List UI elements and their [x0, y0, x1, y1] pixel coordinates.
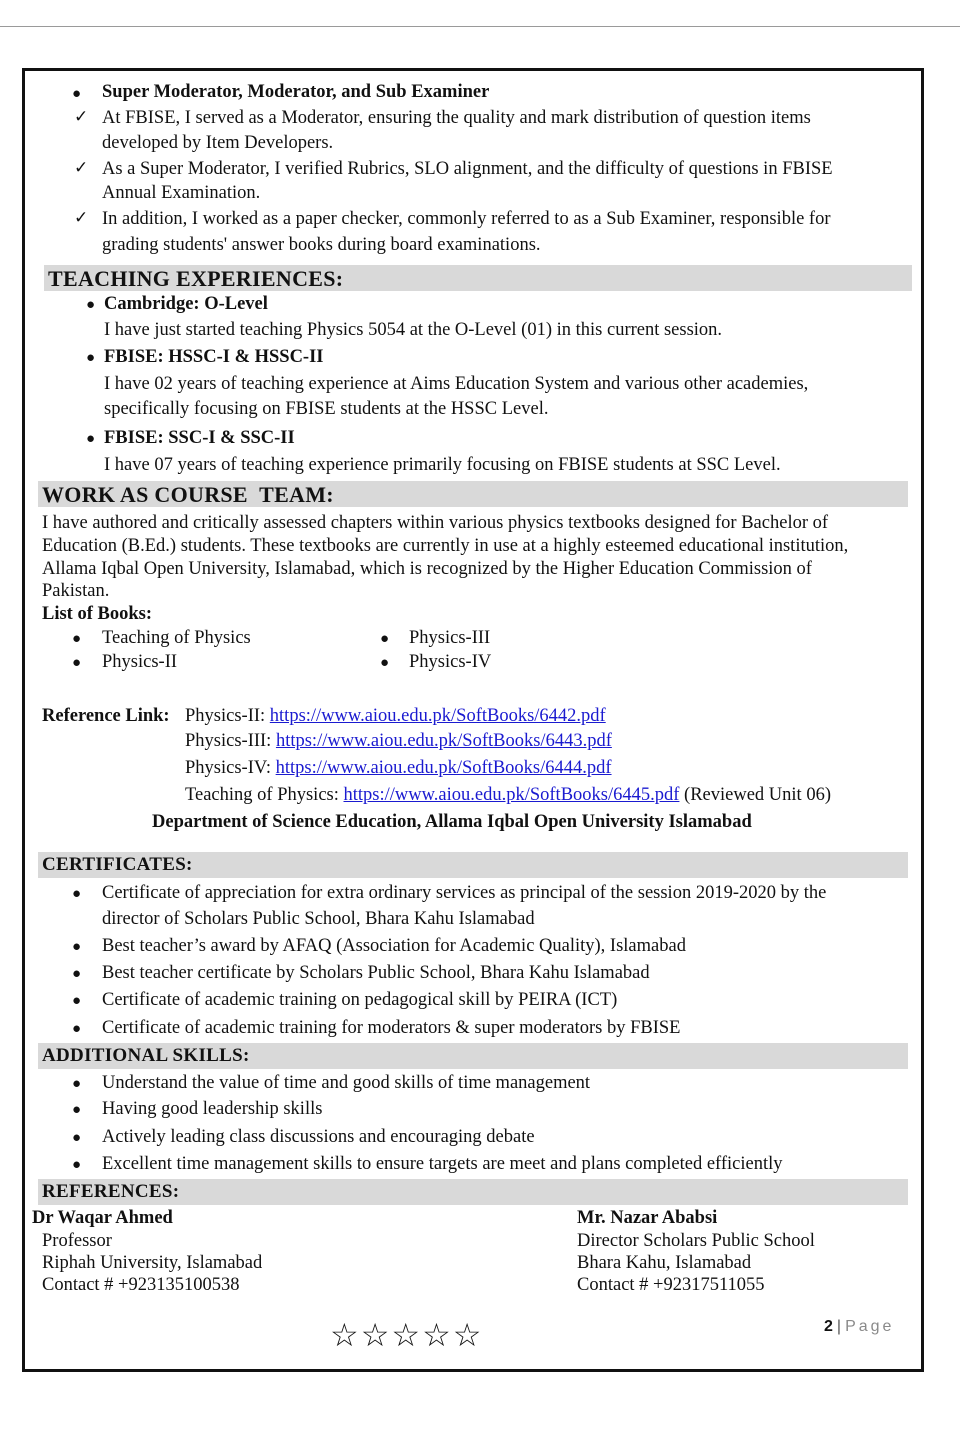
- reference-link-book: Teaching of Physics:: [185, 785, 344, 805]
- reference-link-url[interactable]: https://www.aiou.edu.pk/SoftBooks/6444.pdf: [275, 758, 612, 778]
- section-header-course-team: [38, 481, 908, 507]
- checkmark-icon: ✓: [74, 158, 89, 177]
- certificate-item-line: Best teacher certificate by Scholars Public School, Bhara Kahu Islamabad: [102, 963, 650, 983]
- moderator-item-line: In addition, I worked as a paper checker, commonly referred to as a Sub Examiner, responsible for: [102, 209, 831, 229]
- bullet-icon: ●: [72, 631, 82, 647]
- reference-link-row: [185, 784, 831, 807]
- reference-left-name: Dr Waqar Ahmed: [32, 1208, 173, 1228]
- bullet-icon: ●: [72, 1130, 82, 1146]
- section-title: TEACHING EXPERIENCES:: [48, 266, 344, 291]
- teaching-item-line: specifically focusing on FBISE students at the HSSC Level.: [104, 399, 549, 419]
- moderator-item-line: At FBISE, I served as a Moderator, ensuring the quality and mark distribution of question items: [102, 108, 811, 128]
- bullet-icon: ●: [72, 86, 82, 102]
- page-number: [824, 1318, 894, 1336]
- reference-link-row: [185, 757, 612, 780]
- reference-link-url[interactable]: https://www.aiou.edu.pk/SoftBooks/6445.pdf: [343, 785, 680, 805]
- moderator-item-line: developed by Item Developers.: [102, 133, 334, 153]
- section-title: ADDITIONAL SKILLS:: [42, 1045, 250, 1066]
- reference-link-row: [185, 705, 606, 728]
- books-list-title: List of Books:: [42, 604, 152, 624]
- course-team-paragraph-line: Education (B.Ed.) students. These textbooks are currently in use at a highly esteemed educational institution,: [42, 536, 849, 556]
- bullet-icon: ●: [72, 1076, 82, 1092]
- course-team-paragraph-line: Allama Iqbal Open University, Islamabad, which is recognized by the Higher Education Commission of: [42, 559, 812, 579]
- moderator-heading: Super Moderator, Moderator, and Sub Examiner: [102, 82, 490, 102]
- reference-left-line: Professor: [42, 1231, 112, 1251]
- bullet-icon: ●: [72, 993, 82, 1009]
- department-line: Department of Science Education, Allama Iqbal Open University Islamabad: [152, 812, 752, 832]
- bullet-icon: ●: [72, 1021, 82, 1037]
- reference-link-book: Physics-III:: [185, 731, 276, 751]
- bullet-icon: ●: [86, 431, 96, 447]
- reference-right-line: Bhara Kahu, Islamabad: [577, 1253, 752, 1273]
- book-item: Physics-II: [102, 652, 178, 672]
- moderator-item-line: Annual Examination.: [102, 183, 261, 203]
- reference-link-label: Reference Link:: [42, 706, 170, 726]
- bullet-icon: ●: [72, 886, 82, 902]
- teaching-item-line: I have 07 years of teaching experience primarily focusing on FBISE students at SSC Level.: [104, 455, 781, 475]
- section-title: WORK AS COURSE TEAM:: [42, 482, 334, 507]
- bullet-icon: ●: [72, 939, 82, 955]
- teaching-item-heading: FBISE: HSSC-I & HSSC-II: [104, 347, 324, 367]
- book-item: Physics-III: [409, 628, 491, 648]
- moderator-item-line: As a Super Moderator, I verified Rubrics, SLO alignment, and the difficulty of questions in FBISE: [102, 159, 833, 179]
- skill-item: Having good leadership skills: [102, 1099, 323, 1119]
- teaching-item-line: I have 02 years of teaching experience at Aims Education System and various other academies,: [104, 374, 809, 394]
- certificate-item-line: Certificate of academic training for moderators & super moderators by FBISE: [102, 1018, 681, 1038]
- book-item: Physics-IV: [409, 652, 492, 672]
- reference-link-book: Physics-II:: [185, 706, 270, 726]
- course-team-paragraph-line: I have authored and critically assessed chapters within various physics textbooks designed for Bachelor of: [42, 513, 829, 533]
- checkmark-icon: ✓: [74, 107, 89, 126]
- reference-right-line: Contact # +92317511055: [577, 1275, 765, 1295]
- certificate-item-line: Best teacher’s award by AFAQ (Association for Academic Quality), Islamabad: [102, 936, 686, 956]
- bullet-icon: ●: [72, 655, 82, 671]
- reference-link-url[interactable]: https://www.aiou.edu.pk/SoftBooks/6443.pdf: [275, 731, 612, 751]
- checkmark-icon: ✓: [74, 208, 89, 227]
- moderator-item-line: grading students' answer books during board examinations.: [102, 235, 541, 255]
- bullet-icon: ●: [380, 655, 390, 671]
- page-label: Page: [845, 1318, 895, 1335]
- bullet-icon: ●: [72, 966, 82, 982]
- certificate-item-line: Certificate of academic training on pedagogical skill by PEIRA (ICT): [102, 990, 618, 1010]
- teaching-item-heading: Cambridge: O-Level: [104, 294, 268, 314]
- page-number-value: 2: [824, 1318, 833, 1335]
- reference-left-line: Contact # +923135100538: [42, 1275, 240, 1295]
- section-header-teaching: [44, 265, 912, 291]
- skill-item: Actively leading class discussions and encouraging debate: [102, 1127, 535, 1147]
- teaching-item-heading: FBISE: SSC-I & SSC-II: [104, 428, 295, 448]
- reference-left-line: Riphah University, Islamabad: [42, 1253, 263, 1273]
- section-header-skills: [38, 1043, 908, 1069]
- bullet-icon: ●: [72, 1157, 82, 1173]
- reference-link-book: Physics-IV:: [185, 758, 276, 778]
- star-rating-decoration: ☆☆☆☆☆: [330, 1316, 484, 1354]
- book-item: Teaching of Physics: [102, 628, 251, 648]
- reference-link-row: [185, 730, 612, 753]
- section-header-references: [38, 1179, 908, 1205]
- reference-right-line: Director Scholars Public School: [577, 1231, 815, 1251]
- section-title: CERTIFICATES:: [42, 854, 193, 875]
- bullet-icon: ●: [86, 297, 96, 313]
- skill-item: Excellent time management skills to ensure targets are meet and plans completed efficiently: [102, 1154, 783, 1174]
- bullet-icon: ●: [380, 631, 390, 647]
- reference-link-note: (Reviewed Unit 06): [679, 785, 831, 805]
- bullet-icon: ●: [86, 350, 96, 366]
- certificate-item-line: director of Scholars Public School, Bhara Kahu Islamabad: [102, 909, 535, 929]
- certificate-item-line: Certificate of appreciation for extra ordinary services as principal of the session 2019-2020 by the: [102, 883, 827, 903]
- section-title: REFERENCES:: [42, 1181, 180, 1202]
- top-rule: [0, 26, 960, 27]
- section-header-certificates: [38, 852, 908, 878]
- bullet-icon: ●: [72, 1102, 82, 1118]
- reference-link-url[interactable]: https://www.aiou.edu.pk/SoftBooks/6442.pdf: [269, 706, 606, 726]
- reference-right-name: Mr. Nazar Ababsi: [577, 1208, 718, 1228]
- skill-item: Understand the value of time and good skills of time management: [102, 1073, 591, 1093]
- page-separator: |: [836, 1318, 842, 1335]
- course-team-paragraph-line: Pakistan.: [42, 581, 110, 601]
- teaching-item-line: I have just started teaching Physics 5054 at the O-Level (01) in this current session.: [104, 320, 723, 340]
